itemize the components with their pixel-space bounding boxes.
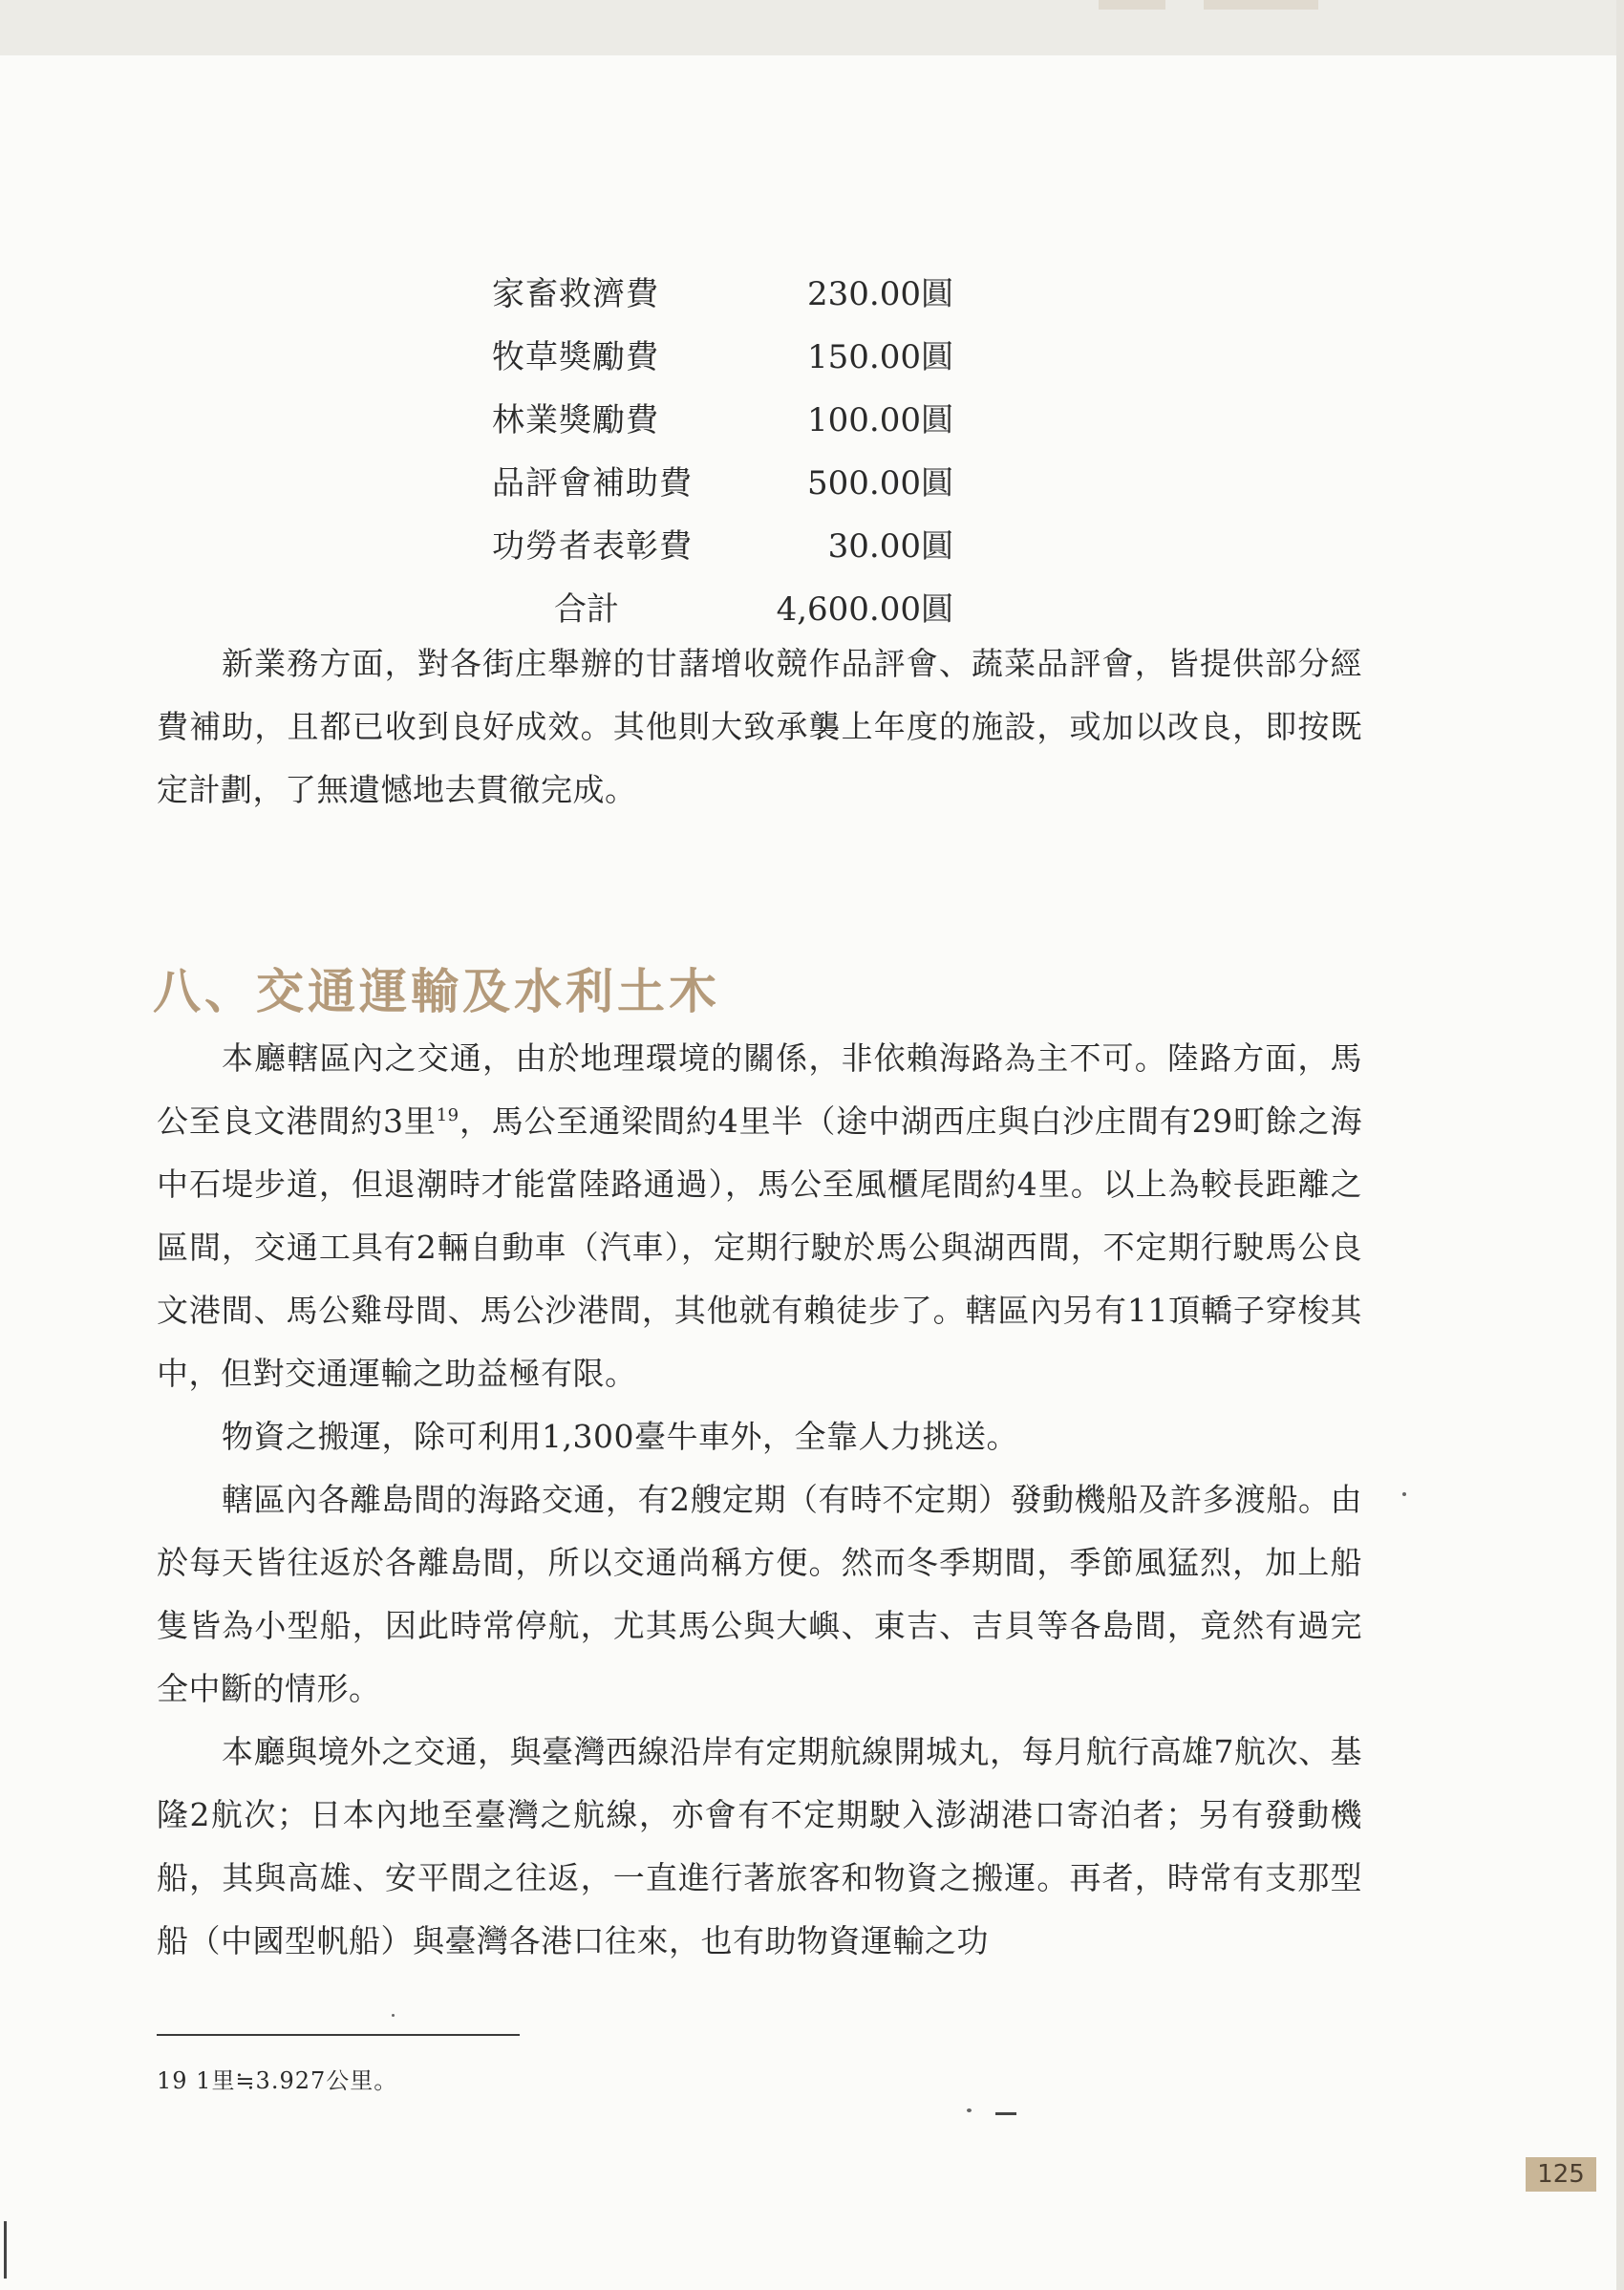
footnote-rule bbox=[157, 2034, 520, 2036]
paragraph-transport-1 bbox=[157, 1027, 1362, 1405]
scan-mark bbox=[995, 2112, 1016, 2115]
budget-item: 牧草獎勵費 bbox=[492, 338, 659, 376]
scan-speck bbox=[392, 2014, 395, 2017]
budget-total-amount: 4,600.00圓 bbox=[776, 590, 953, 629]
budget-amount: 100.00圓 bbox=[807, 401, 953, 439]
paragraph-transport-4: 本廳與境外之交通，與臺灣西線沿岸有定期航線開城丸，每月航行高雄7航次、基隆2航次；日本內地至臺灣之航線，亦會有不定期駛入澎湖港口寄泊者；另有發動機船，其與高雄、安平間之往返，一直進行著旅客和物資之搬運。再者，時常有支那型船（中國型帆船）與臺灣各港口往來，也有助物資運輸之功 bbox=[157, 1733, 1362, 1959]
budget-item: 林業獎勵費 bbox=[492, 401, 659, 439]
budget-row bbox=[487, 447, 965, 510]
page-top-strip bbox=[0, 0, 1624, 55]
paragraph-text: 本廳轄區內之交通，由於地理環境的關係，非依賴海路為主不可。陸路方面，馬公至良文港間約3里 bbox=[157, 1039, 1362, 1140]
scan-speck bbox=[967, 2108, 972, 2112]
footnote: 19 1里≒3.927公里。 bbox=[157, 2067, 398, 2094]
page-number: 125 bbox=[1526, 2157, 1596, 2192]
section-heading: 八、交通運輸及水利土木 bbox=[153, 964, 720, 1019]
budget-item: 功勞者表彰費 bbox=[492, 527, 693, 566]
scan-smudge bbox=[1099, 0, 1165, 10]
footnote-reference: 19 bbox=[436, 1105, 459, 1125]
paragraph-transport-2: 物資之搬運，除可利用1,300臺牛車外，全靠人力挑送。 bbox=[222, 1418, 1018, 1455]
scan-smudge bbox=[1204, 0, 1318, 10]
budget-row bbox=[487, 384, 965, 447]
budget-amount: 230.00圓 bbox=[807, 275, 953, 313]
paragraph-transport-3: 轄區內各離島間的海路交通，有2艘定期（有時不定期）發動機船及許多渡船。由於每天皆往返於各離島間，所以交通尚稱方便。然而冬季期間，季節風猛烈，加上船隻皆為小型船，因此時常停航，尤其馬公與大嶼、東吉、吉貝等各島間，竟然有過完全中斷的情形。 bbox=[157, 1481, 1362, 1707]
scan-speck bbox=[1402, 1492, 1406, 1496]
scan-mark bbox=[4, 2221, 7, 2279]
budget-item: 家畜救濟費 bbox=[492, 275, 659, 313]
budget-row bbox=[487, 321, 965, 384]
page-edge bbox=[1616, 0, 1624, 2290]
budget-item: 品評會補助費 bbox=[492, 464, 693, 503]
budget-row bbox=[487, 258, 965, 321]
budget-amount: 500.00圓 bbox=[807, 464, 953, 503]
paragraph-text: ，馬公至通梁間約4里半（途中湖西庄與白沙庄間有29町餘之海中石堤步道，但退潮時才能當陸路通過），馬公至風櫃尾間約4里。以上為較長距離之區間，交通工具有2輛自動車（汽車），定期行駛於馬公與湖西間，不定期行駛馬公良文港間、馬公雞母間、馬公沙港間，其他就有賴徒步了。轄區內另有11頂轎子穿梭其中，但對交通運輸之助益極有限。 bbox=[157, 1102, 1362, 1392]
budget-table bbox=[487, 258, 965, 636]
budget-total-label: 合計 bbox=[554, 590, 619, 629]
budget-amount: 150.00圓 bbox=[807, 338, 953, 376]
budget-row bbox=[487, 510, 965, 573]
budget-total-row bbox=[487, 573, 965, 636]
budget-amount: 30.00圓 bbox=[827, 527, 953, 566]
paragraph-new-business: 新業務方面，對各街庄舉辦的甘藷增收競作品評會、蔬菜品評會，皆提供部分經費補助，且都已收到良好成效。其他則大致承襲上年度的施設，或加以改良，即按既定計劃，了無遺憾地去貫徹完成。 bbox=[157, 645, 1362, 808]
